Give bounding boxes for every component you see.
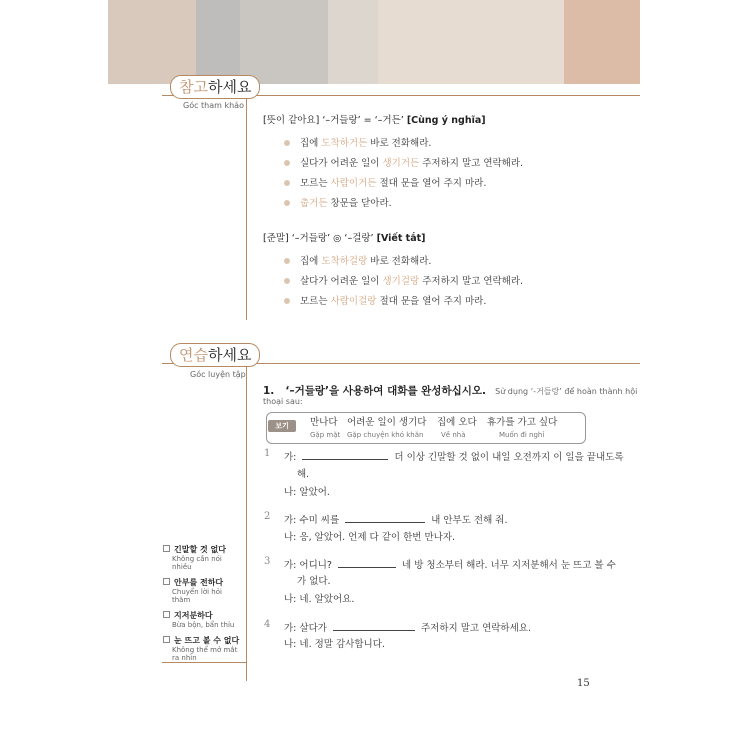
page-number: 15 [577,678,590,689]
question-number: 1. [263,385,275,397]
rule-same-meaning [263,112,486,126]
dialogue-line-b: 나: 응, 알았어. 언제 다 같이 한번 만나자. [284,532,456,543]
bogi-word: 집에 오다 [437,417,477,428]
question-heading [263,379,637,398]
vocab-item [163,610,241,629]
vocab-word [163,635,241,646]
dialogue-line-b: 나: 네. 알았어요. [284,594,355,605]
checkbox-icon [163,578,170,585]
bogi-word-vn: Muốn đi nghỉ [499,431,545,439]
answer-blank[interactable] [345,511,425,523]
vocab-word [163,577,241,588]
item-number: 1 [264,448,271,459]
bogi-word: 만나다 [310,417,338,428]
bullet-icon [284,180,290,186]
question-subtitle-1: Sử dụng ‘-거들랑’ để hoàn thành hội [495,387,638,396]
example-text: 실다가 어려운 일이 [300,158,383,169]
example-highlight: 생기거든 [382,158,420,169]
section2-divider [246,363,247,681]
example-1-3 [284,175,486,189]
example-highlight: 생기걸랑 [382,276,420,287]
dialogue-line-a [284,448,624,463]
example-2-2 [284,273,523,287]
dialogue-text: 더 이상 긴말할 것 없이 내일 오전까지 이 일을 끝내도록 [391,452,624,463]
example-text: 모르는 [300,296,331,307]
section2-title [170,343,260,367]
vocab-item [163,635,241,662]
vocab-word [163,544,241,555]
example-1-2 [284,155,523,169]
dialogue-text: 가: 살다가 [284,623,330,634]
rule-same-meaning-text: [뜻이 같아요] ‘–거들랑’ = ‘–거든’ [263,115,407,126]
item-number: 3 [264,556,271,567]
dialogue-line-b: 나: 알았어. [284,487,330,498]
answer-blank[interactable] [302,448,388,460]
example-text: 바로 전화해라. [367,138,432,149]
bullet-icon [284,140,290,146]
example-text: 주저하지 말고 연락해라. [419,276,524,287]
section1-subtitle: Góc tham khảo [183,101,244,110]
dialogue-line-a [284,619,531,634]
example-text: 절대 문을 열어 주지 마라. [376,296,487,307]
section1-title-suffix: 하세요 [207,78,252,96]
vocab-item [163,577,241,604]
bogi-word: 어려운 일이 생기다 [347,417,427,428]
example-2-3 [284,293,486,307]
item-number: 2 [264,511,271,522]
vocab-item [163,544,241,571]
example-text: 살다가 어려운 일이 [300,276,383,287]
example-text: 집에 [300,138,322,149]
rule-abbreviation-vn: [Viết tắt] [376,233,426,244]
rule-abbreviation [263,230,426,244]
question-subtitle-2: thoại sau: [263,397,303,406]
dialogue-text: 네 방 청소부터 해라. 너무 지저분해서 눈 뜨고 볼 수 [399,560,616,571]
vocab-meaning: Không cần nói nhiều [172,555,222,571]
example-text: 모르는 [300,178,331,189]
rule-same-meaning-vn: [Cùng ý nghĩa] [406,115,486,126]
example-text: 집에 [300,256,322,267]
dialogue-text: 가: 수미 씨를 [284,515,343,526]
section1-divider [246,95,247,320]
example-highlight: 춥거든 [300,198,328,209]
vocab-meaning: Bừa bộn, bẩn thỉu [172,621,235,629]
vocab-list [163,544,241,662]
bullet-icon [284,278,290,284]
vocab-meaning: Không thể mở mắt ra nhìn [172,646,238,662]
example-1-4 [284,195,392,209]
dialogue-text: 가: [284,452,300,463]
example-text: 창문을 닫아라. [327,198,392,209]
vocab-bottom-rule [162,662,246,663]
example-highlight: 도착하거든 [321,138,368,149]
section1-title [170,75,260,99]
bogi-word: 휴가를 가고 싶다 [487,417,558,428]
dialogue-line-a-cont: 가 없다. [297,576,331,587]
example-text: 주저하지 말고 연락해라. [419,158,524,169]
question-title: ‘–거들랑’을 사용하여 대화를 완성하십시오. [285,385,487,397]
section2-subtitle: Góc luyện tập [190,370,246,379]
bullet-icon [284,258,290,264]
dialogue-line-a [284,556,616,571]
checkbox-icon [163,545,170,552]
dialogue-text: 내 안부도 전해 줘. [428,515,508,526]
checkbox-icon [163,611,170,618]
section1-title-prefix: 참고 [179,78,208,96]
rule-abbreviation-text: [준말] ‘–거들랑’ ◎ ‘–걸랑’ [263,233,377,244]
example-highlight: 사람이걸랑 [330,296,377,307]
bogi-word-vn: Gặp chuyện khó khăn [347,431,424,439]
example-1-1 [284,135,431,149]
vocab-word-text: 지저분하다 [174,611,213,620]
section2-title-suffix: 하세요 [207,346,252,364]
vocab-word-text: 눈 뜨고 볼 수 없다 [174,636,240,645]
vocab-word-text: 긴말할 것 없다 [174,545,226,554]
example-text: 절대 문을 열어 주지 마라. [376,178,487,189]
dialogue-line-a-cont: 해. [297,469,310,480]
section2-title-prefix: 연습 [179,346,208,364]
bullet-icon [284,160,290,166]
example-2-1 [284,253,431,267]
example-box-label: 보기 [268,420,296,432]
top-banner [108,0,640,84]
item-number: 4 [264,619,271,630]
bogi-word-vn: Về nhà [441,431,466,439]
dialogue-line-a [284,511,508,526]
dialogue-line-b: 나: 네. 정말 감사합니다. [284,639,385,650]
checkbox-icon [163,636,170,643]
dialogue-text: 주저하지 말고 연락하세요. [417,623,531,634]
vocab-word [163,610,241,621]
bogi-word-vn: Gặp mặt [310,431,341,439]
example-highlight: 도착하걸랑 [321,256,368,267]
vocab-meaning: Chuyển lời hỏi thăm [172,588,222,604]
bullet-icon [284,298,290,304]
answer-blank[interactable] [338,556,396,568]
example-text: 바로 전화해라. [367,256,432,267]
dialogue-text: 가: 어디니? [284,560,335,571]
example-highlight: 사람이거든 [330,178,377,189]
answer-blank[interactable] [333,619,415,631]
bullet-icon [284,200,290,206]
vocab-word-text: 안부를 전하다 [174,578,224,587]
